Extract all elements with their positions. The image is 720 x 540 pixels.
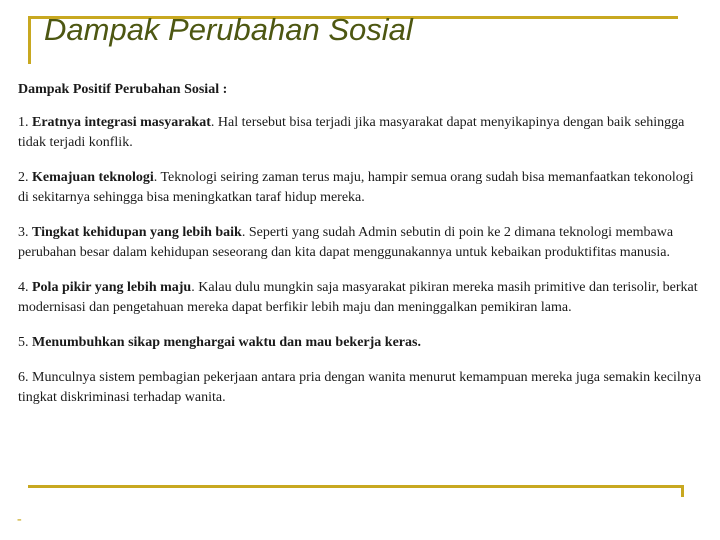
item-text: . Kalau dulu mungkin saja masyarakat pikiran mereka masih primitive dan terisolir, berkat modernisasi dan pengetahuan mereka dapat berfikir lebih maju dan meninggalkan pemikiran lama.: [18, 280, 698, 315]
item-heading: Tingkat kehidupan yang lebih baik: [32, 225, 242, 240]
footer-rule: [28, 485, 684, 488]
item-heading: Eratnya integrasi masyarakat: [32, 115, 211, 130]
list-item-2: [18, 168, 702, 208]
item-number: 3.: [18, 225, 29, 240]
list-item-6: [18, 368, 702, 408]
item-heading: Pola pikir yang lebih maju: [32, 280, 192, 295]
item-number: 1.: [18, 115, 29, 130]
item-text: . Hal tersebut bisa terjadi jika masyarakat dapat menyikapinya dengan baik sehingga tidak terjadi konflik.: [18, 115, 685, 150]
item-text: . Seperti yang sudah Admin sebutin di poin ke 2 dimana teknologi membawa perubahan besar dalam kehidupan seseorang dan kita dapat menggunakannya untuk kebaikan produktifitas manusia.: [18, 225, 674, 260]
item-heading: Menumbuhkan sikap menghargai waktu dan mau bekerja keras.: [32, 335, 421, 350]
footer-right-tick: [681, 485, 684, 497]
item-number: 5.: [18, 335, 29, 350]
item-number: 4.: [18, 280, 29, 295]
list-item-1: [18, 113, 702, 153]
list-item-3: [18, 223, 702, 263]
item-number: 6.: [18, 370, 29, 385]
list-item-5: [18, 333, 702, 353]
trailing-dash-mark: -: [17, 512, 22, 527]
item-text: Munculnya sistem pembagian pekerjaan antara pria dengan wanita menurut kemampuan mereka juga semakin kecilnya tingkat diskriminasi terhadap wanita.: [18, 370, 702, 405]
slide-body: [18, 80, 702, 423]
item-number: 2.: [18, 170, 29, 185]
title-left-rule: [28, 16, 31, 64]
slide-title: Dampak Perubahan Sosial: [44, 12, 413, 47]
item-text: . Teknologi seiring zaman terus maju, hampir semua orang sudah bisa memanfaatkan tekonologi di sekitarnya sehingga bisa meningkatkan taraf hidup mereka.: [18, 170, 694, 205]
list-item-4: [18, 278, 702, 318]
item-heading: Kemajuan teknologi: [32, 170, 154, 185]
section-subtitle: Dampak Positif Perubahan Sosial :: [18, 82, 228, 97]
